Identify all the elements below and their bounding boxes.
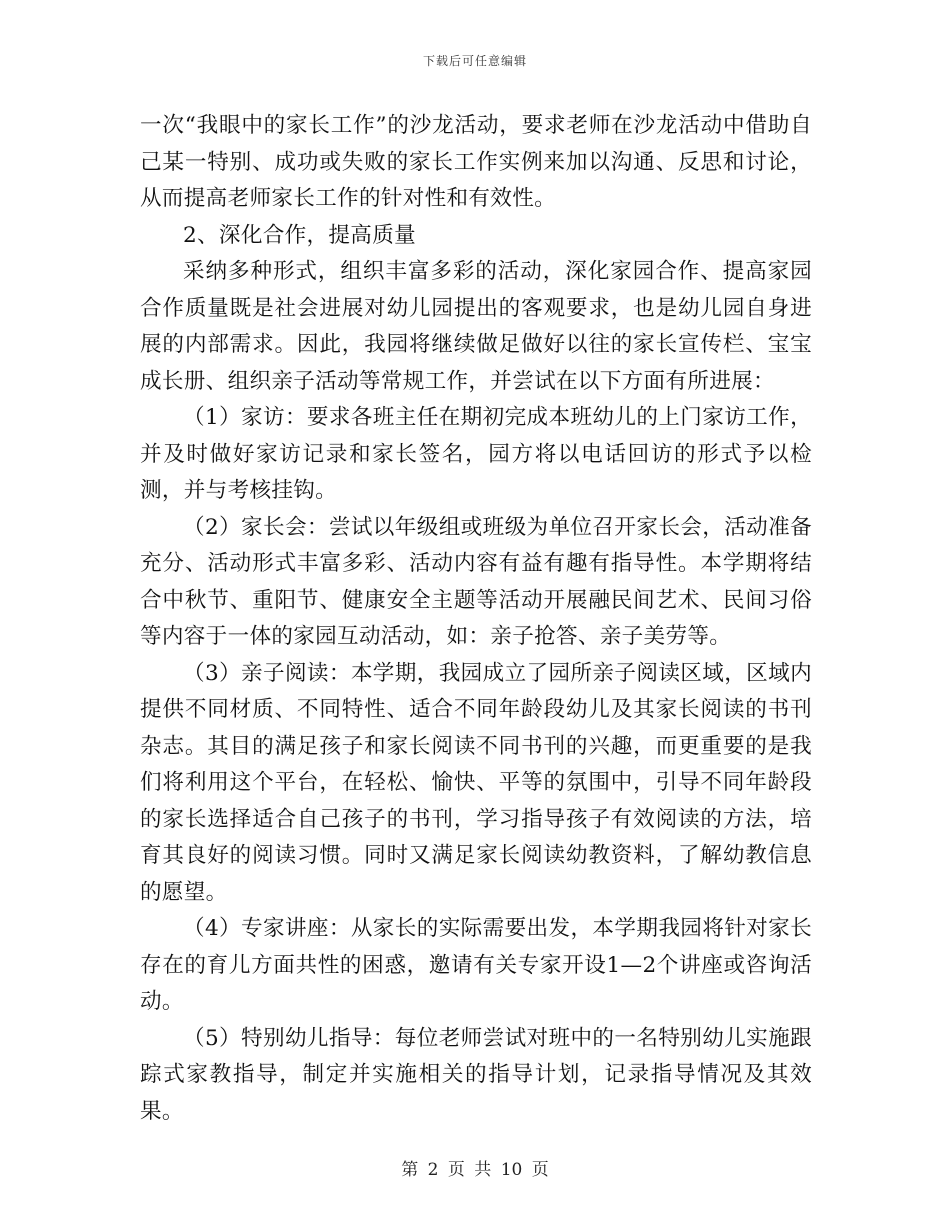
paragraph-home-visit: （1）家访：要求各班主任在期初完成本班幼儿的上门家访工作，并及时做好家访记录和家长签名，园方将以电话回访的形式予以检测，并与考核挂钩。 [140, 405, 812, 503]
paragraph-special-child-guidance: （5）特别幼儿指导：每位老师尝试对班中的一名特别幼儿实施跟踪式家教指导，制定并实施相关的指导计划，记录指导情况及其效果。 [140, 1025, 812, 1124]
paragraph-expert-lecture: （4）专家讲座：从家长的实际需要出发，本学期我园将针对家长存在的育儿方面共性的困惑，邀请有关专家开设1—2个讲座或咨询活动。 [140, 916, 812, 1014]
section-heading-deepen-cooperation: 2、深化合作，提高质量 [183, 222, 416, 248]
page-header-note: 下载后可任意编辑 [422, 54, 527, 68]
paragraph-parent-child-reading: （3）亲子阅读：本学期，我园成立了园所亲子阅读区域，区域内提供不同材质、不同特性、适合不同年龄段幼儿及其家长阅读的书刊杂志。其目的满足孩子和家长阅读不同书刊的兴趣，而更重要的是我们将利用这个平台，在轻松、愉快、平等的氛围中，引导不同年龄段的家长选择适合自己孩子的书刊，学习指导孩子有效阅读的方法，培育其良好的阅读习惯。同时又满足家长阅读幼教资料，了解幼教信息的愿望。 [140, 660, 812, 905]
document-body [140, 108, 812, 1130]
page-number-footer: 第 2 页 共 10 页 [401, 1160, 549, 1180]
paragraph-forms-of-activity: 采纳多种形式，组织丰富多彩的活动，深化家园合作、提高家园合作质量既是社会进展对幼儿园提出的客观要求，也是幼儿园自身进展的内部需求。因此，我园将继续做足做好以往的家长宣传栏、宝宝成长册、组织亲子活动等常规工作，并尝试在以下方面有所进展： [140, 259, 812, 394]
paragraph-parent-meeting: （2）家长会：尝试以年级组或班级为单位召开家长会，活动准备充分、活动形式丰富多彩、活动内容有益有趣有指导性。本学期将结合中秋节、重阳节、健康安全主题等活动开展融民间艺术、民间习俗等内容于一体的家园互动活动，如：亲子抢答、亲子美劳等。 [140, 514, 812, 649]
paragraph-salon-activity: 一次“我眼中的家长工作”的沙龙活动，要求老师在沙龙活动中借助自己某一特别、成功或失败的家长工作实例来加以沟通、反思和讨论，从而提高老师家长工作的针对性和有效性。 [140, 113, 812, 211]
